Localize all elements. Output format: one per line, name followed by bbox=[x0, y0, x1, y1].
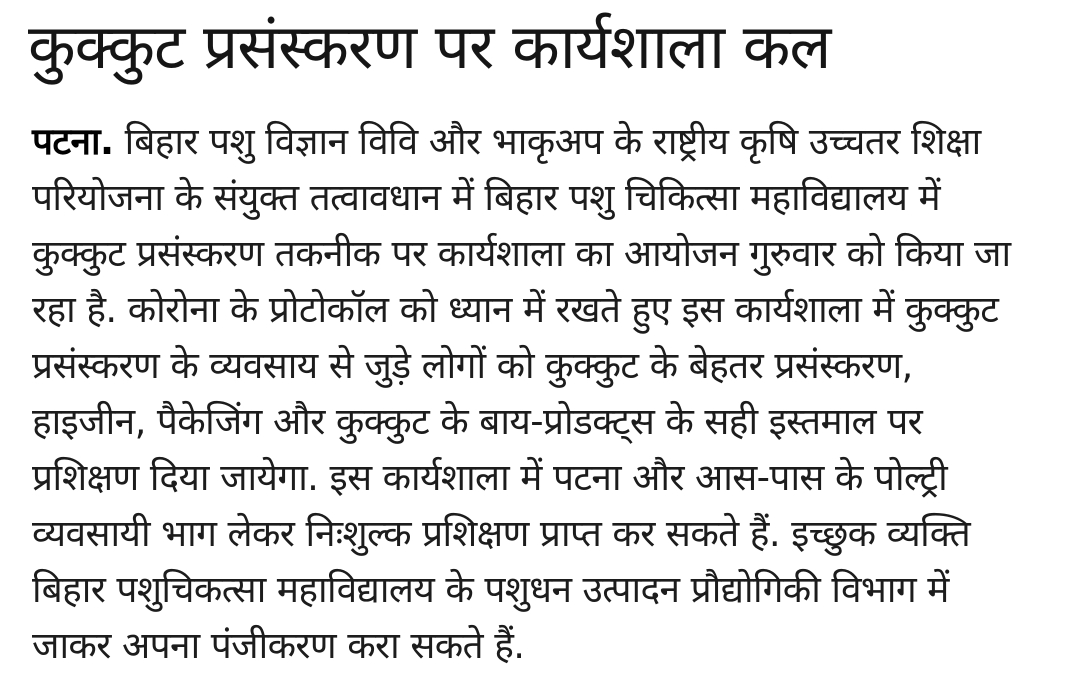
headline: कुक्कुट प्रसंस्करण पर कार्यशाला कल bbox=[28, 10, 831, 83]
article-line-4: रहा है. कोरोना के प्रोटोकॉल को ध्यान में रखते हुए इस कार्यशाला में कुक्कुट bbox=[32, 288, 999, 331]
article-line-9: बिहार पशुचिकत्सा महाविद्यालय के पशुधन उत्पादन प्रौद्योगिकी विभाग में bbox=[32, 568, 949, 611]
dateline: पटना. bbox=[32, 120, 114, 163]
article-line-10: जाकर अपना पंजीकरण करा सकते हैं. bbox=[32, 624, 525, 667]
article-line-1 bbox=[32, 114, 1072, 170]
article-line-7: प्रशिक्षण दिया जायेगा. इस कार्यशाला में पटना और आस-पास के पोल्ट्री bbox=[32, 456, 948, 499]
article-line-8: व्यवसायी भाग लेकर निःशुल्क प्रशिक्षण प्राप्त कर सकते हैं. इच्छुक व्यक्ति bbox=[32, 512, 971, 555]
article-body bbox=[32, 114, 1072, 674]
article-line-text: बिहार पशु विज्ञान विवि और भाकृअप के राष्ट्रीय कृषि उच्चतर शिक्षा bbox=[113, 120, 981, 163]
article-line-2: परियोजना के संयुक्त तत्वावधान में बिहार पशु चिकित्सा महाविद्यालय में bbox=[32, 176, 941, 219]
article-line-6: हाइजीन, पैकेजिंग और कुक्कुट के बाय-प्रोडक्ट्स के सही इस्तमाल पर bbox=[32, 400, 923, 443]
article-line-5: प्रसंस्करण के व्यवसाय से जुड़े लोगों को कुक्कुट के बेहतर प्रसंस्करण, bbox=[32, 344, 913, 387]
article-line-3: कुक्कुट प्रसंस्करण तकनीक पर कार्यशाला का आयोजन गुरुवार को किया जा bbox=[32, 232, 1011, 275]
